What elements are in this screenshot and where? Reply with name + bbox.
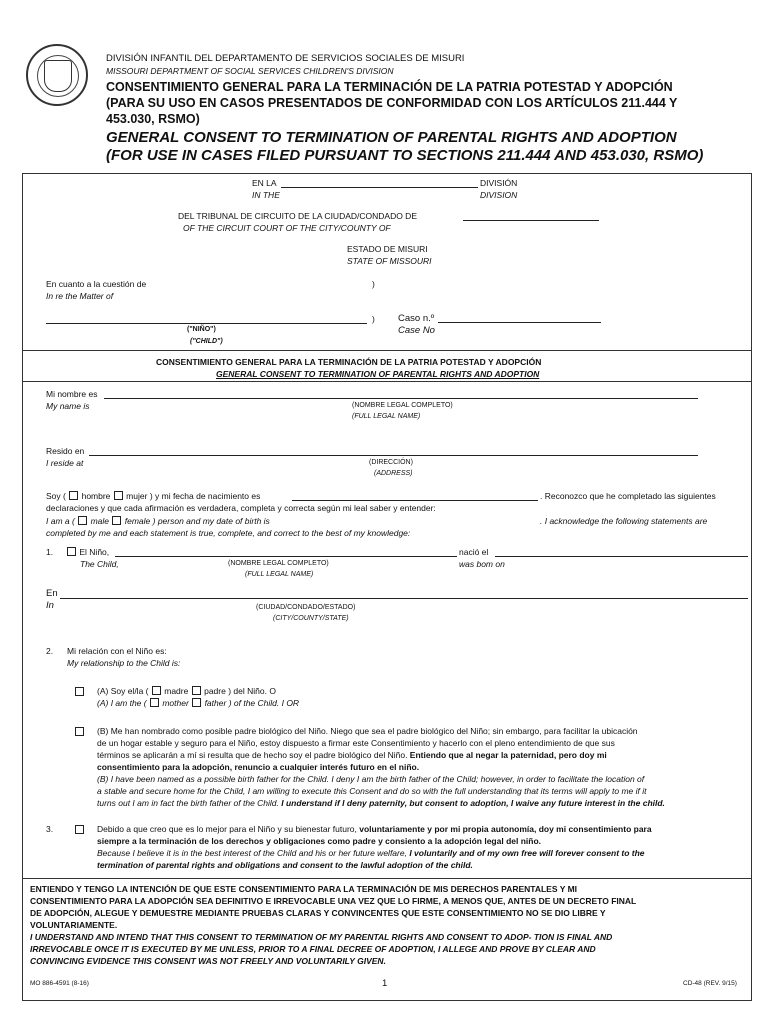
matter-label-es: En cuanto a la cuestión de bbox=[46, 279, 147, 289]
title-es-line2: (PARA SU USO EN CASOS PRESENTADOS DE CONFORMIDAD CON LOS ARTÍCULOS 211.444 Y bbox=[106, 96, 678, 110]
birthplace-caption-es: (CIUDAD/CONDADO/ESTADO) bbox=[256, 604, 356, 611]
item1-child-es: El Niño, bbox=[66, 547, 109, 557]
final-es-3: DE ADOPCIÓN, ALEGUE Y DEMUESTRE MEDIANTE PRUEBAS CLARAS Y CONVINCENTES QUE ESTE CONSENTIMIENTO NO SE DIO LIBRE Y bbox=[30, 908, 606, 918]
form-number-left: MO 886-4591 (8-16) bbox=[30, 980, 89, 987]
gender-line-en: I am a ( male female ) person and my date of birth is bbox=[46, 516, 270, 526]
full-name-caption-en: (FULL LEGAL NAME) bbox=[352, 413, 421, 420]
final-en-2: IRREVOCABLE ONCE IT IS EXECUTED BY ME UNLESS, PRIOR TO A FINAL DECREE OF ADOPTION, I ALLEGE AND PROVE BY CLEAR AND bbox=[30, 944, 596, 954]
divider bbox=[22, 878, 752, 879]
en-la-label: EN LA bbox=[252, 178, 277, 188]
option-b-en-2: a stable and secure home for the Child, I am willing to execute this Consent and do so with the full understanding that its terms will apply to me if it bbox=[97, 786, 647, 796]
birthplace-label-es: En bbox=[46, 588, 58, 599]
option-b-es-1: (B) Me han nombrado como posible padre biológico del Niño. Niego que sea el padre biológico del Niño; sin embargo, para facilitar la ubicación bbox=[97, 726, 638, 736]
child-name-field[interactable] bbox=[46, 323, 367, 324]
case-number-label-es: Caso n.º bbox=[398, 313, 435, 324]
case-number-field[interactable] bbox=[438, 322, 601, 323]
child-name-caption-en: (FULL LEGAL NAME) bbox=[245, 571, 314, 578]
final-en-3: CONVINCING EVIDENCE THIS CONSENT WAS NOT FREELY AND VOLUNTARILY GIVEN. bbox=[30, 956, 386, 966]
birth-date-field[interactable] bbox=[292, 500, 538, 501]
circuit-court-label-es: DEL TRIBUNAL DE CIRCUITO DE LA CIUDAD/CONDADO DE bbox=[178, 211, 417, 221]
birthplace-field[interactable] bbox=[60, 598, 748, 599]
division-label-en: DIVISION bbox=[480, 190, 518, 200]
child-full-name-field[interactable] bbox=[115, 556, 457, 557]
section-title-es: CONSENTIMIENTO GENERAL PARA LA TERMINACIÓN DE LA PATRIA POTESTAD Y ADOPCIÓN bbox=[156, 357, 542, 367]
item3-number: 3. bbox=[46, 824, 54, 834]
child-birth-date-field[interactable] bbox=[495, 556, 748, 557]
in-the-label: IN THE bbox=[252, 190, 280, 200]
child-label-es: ("NIÑO") bbox=[187, 326, 216, 333]
item3-es-2: siempre a la terminación de los derechos y obligaciones como padre y consiento a la adopción legal del niño. bbox=[97, 836, 542, 846]
page-number: 1 bbox=[382, 978, 388, 989]
declarations-es: declaraciones y que cada afirmación es verdadera, completa y correcta según mi leal saber y entender: bbox=[46, 503, 436, 513]
state-label-es: ESTADO DE MISURI bbox=[347, 244, 428, 254]
paren-2: ) bbox=[372, 314, 375, 324]
option-a-en: (A) I am the ( mother father ) of the Child. I OR bbox=[97, 698, 300, 708]
division-label-es: DIVISIÓN bbox=[480, 178, 518, 188]
item1-child-en: The Child, bbox=[80, 559, 119, 569]
circuit-court-label-en: OF THE CIRCUIT COURT OF THE CITY/COUNTY OF bbox=[183, 223, 391, 233]
full-name-caption-es: (NOMBRE LEGAL COMPLETO) bbox=[352, 402, 453, 409]
reside-label-en: I reside at bbox=[46, 458, 84, 468]
birthplace-caption-en: (CITY/COUNTY/STATE) bbox=[273, 615, 349, 622]
option-b-es-3: términos se aplicarán a mí si resulta que de hecho soy el padre biológico del Niño. Entiendo que al negar la paternidad, pero doy mi bbox=[97, 750, 607, 760]
matter-label-en: In re the Matter of bbox=[46, 291, 114, 301]
hombre-checkbox[interactable] bbox=[69, 491, 78, 500]
option-b-es-4: consentimiento para la adopción, renuncio a cualquier interés futuro en el niño. bbox=[97, 762, 420, 772]
division-name-field[interactable] bbox=[281, 187, 478, 188]
item1-checkbox[interactable] bbox=[67, 547, 76, 556]
father-checkbox[interactable] bbox=[192, 698, 201, 707]
section-title-en: GENERAL CONSENT TO TERMINATION OF PARENTAL RIGHTS AND ADOPTION bbox=[216, 369, 540, 379]
item2-number: 2. bbox=[46, 646, 54, 656]
option-a-es: (A) Soy el/la ( madre padre ) del Niño. O bbox=[97, 686, 276, 696]
reside-label-es: Resido en bbox=[46, 446, 85, 456]
title-en-line2: (FOR USE IN CASES FILED PURSUANT TO SECTIONS 211.444 AND 453.030, RSMO) bbox=[106, 147, 704, 164]
missouri-state-seal bbox=[26, 44, 88, 106]
name-label-en: My name is bbox=[46, 401, 90, 411]
relationship-label-es: Mi relación con el Niño es: bbox=[67, 646, 167, 656]
padre-checkbox[interactable] bbox=[192, 686, 201, 695]
item3-checkbox[interactable] bbox=[75, 825, 84, 834]
option-b-en-1: (B) I have been named as a possible birth father for the Child. I deny I am the birth father of the Child; however, in order to facilitate the location of bbox=[97, 774, 645, 784]
final-es-1: ENTIENDO Y TENGO LA INTENCIÓN DE QUE ESTE CONSENTIMIENTO PARA LA TERMINACIÓN DE MIS DERECHOS PARENTALES Y MI bbox=[30, 884, 578, 894]
acknowledge-es: . Reconozco que he completado las siguientes bbox=[540, 491, 716, 501]
option-b-en-3: turns out I am in fact the birth father of the Child. I understand if I deny paternity, but consent to adoption, I waive any future interest in the child. bbox=[97, 798, 665, 808]
county-field[interactable] bbox=[463, 220, 599, 221]
born-label-es: nació el bbox=[459, 547, 489, 557]
item3-en-1: Because I believe it is in the best interest of the Child and his or her future welfare, I voluntarily and of my own free will forever consent to the bbox=[97, 848, 645, 858]
form-number-right: CD-48 (REV. 9/15) bbox=[683, 980, 737, 987]
final-es-2: CONSENTIMIENTO PARA LA ADOPCIÓN SEA DEFINITIVO E IRREVOCABLE UNA VEZ QUE LO FIRME, A MENOS QUE, ANTES DE UN DECRETO FINAL bbox=[30, 896, 637, 906]
child-name-caption-es: (NOMBRE LEGAL COMPLETO) bbox=[228, 560, 329, 567]
male-checkbox[interactable] bbox=[78, 516, 87, 525]
madre-checkbox[interactable] bbox=[152, 686, 161, 695]
mother-checkbox[interactable] bbox=[150, 698, 159, 707]
birthplace-label-en: In bbox=[46, 600, 54, 611]
relationship-label-en: My relationship to the Child is: bbox=[67, 658, 181, 668]
paren-1: ) bbox=[372, 279, 375, 289]
born-label-en: was bom on bbox=[459, 559, 505, 569]
state-label-en: STATE OF MISSOURI bbox=[347, 256, 432, 266]
form-frame bbox=[22, 173, 752, 1001]
address-caption-en: (ADDRESS) bbox=[374, 470, 413, 477]
mujer-checkbox[interactable] bbox=[114, 491, 123, 500]
item3-en-2: termination of parental rights and obligations and consent to the lawful adoption of the child. bbox=[97, 860, 473, 870]
final-en-1: I UNDERSTAND AND INTEND THAT THIS CONSENT TO TERMINATION OF MY PARENTAL RIGHTS AND CONSENT TO ADOP- TION IS FINAL AND bbox=[30, 932, 613, 942]
declarations-en: completed by me and each statement is true, complete, and correct to the best of my knowledge: bbox=[46, 528, 411, 538]
case-number-label-en: Case No bbox=[398, 325, 435, 336]
child-label-en: ("CHILD") bbox=[190, 338, 223, 345]
address-caption-es: (DIRECCIÓN) bbox=[369, 459, 413, 466]
address-field[interactable] bbox=[89, 455, 698, 456]
title-es-line3: 453.030, RSMO) bbox=[106, 112, 200, 126]
female-checkbox[interactable] bbox=[112, 516, 121, 525]
title-es-line1: CONSENTIMIENTO GENERAL PARA LA TERMINACIÓN DE LA PATRIA POTESTAD Y ADOPCIÓN bbox=[106, 80, 673, 94]
gender-line-es: Soy ( hombre mujer ) y mi fecha de nacimiento es bbox=[46, 491, 261, 501]
final-es-4: VOLUNTARIAMENTE. bbox=[30, 920, 118, 930]
acknowledge-en: . I acknowledge the following statements are bbox=[540, 516, 708, 526]
option-a-checkbox[interactable] bbox=[75, 687, 84, 696]
title-en-line1: GENERAL CONSENT TO TERMINATION OF PARENTAL RIGHTS AND ADOPTION bbox=[106, 129, 677, 146]
item1-number: 1. bbox=[46, 547, 54, 557]
divider bbox=[22, 350, 752, 351]
option-b-es-2: de un hogar estable y seguro para el Niño, estoy dispuesto a firmar este Consentimiento y hacerlo con el pleno entendimiento de que sus bbox=[97, 738, 615, 748]
agency-name-en: MISSOURI DEPARTMENT OF SOCIAL SERVICES CHILDREN'S DIVISION bbox=[106, 66, 394, 76]
item3-es-1: Debido a que creo que es lo mejor para el Niño y su bienestar futuro, voluntariamente y por mi propia autonomía, doy mi consentimiento para bbox=[97, 824, 652, 834]
full-name-field[interactable] bbox=[104, 398, 698, 399]
agency-name-es: DIVISIÓN INFANTIL DEL DEPARTAMENTO DE SERVICIOS SOCIALES DE MISURI bbox=[106, 53, 465, 64]
name-label-es: Mi nombre es bbox=[46, 389, 98, 399]
option-b-checkbox[interactable] bbox=[75, 727, 84, 736]
divider bbox=[22, 381, 752, 382]
